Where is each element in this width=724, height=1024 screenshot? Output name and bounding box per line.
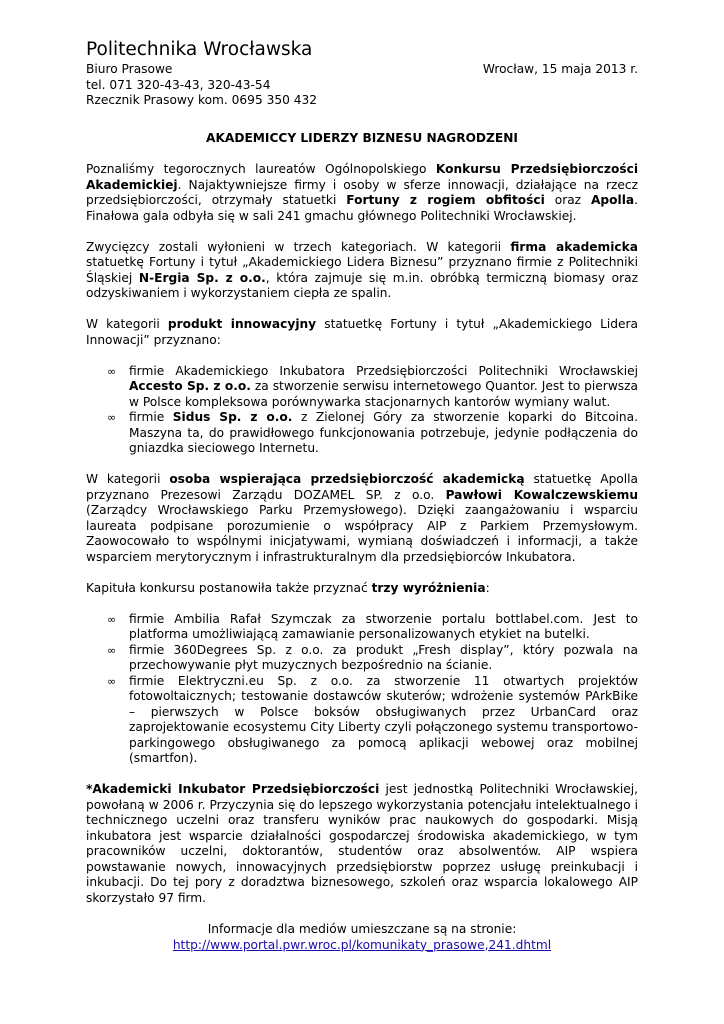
paragraph-winners — [86, 240, 638, 302]
text: oraz — [544, 193, 591, 207]
text: (Zarządcy Wrocławskiego Parku Przemysłowego). Dzięki zaangażowaniu i wsparciu laureata podpisane porozumienie o współpracy AIP z Parkiem Przemysłowym. Zaowocowało to wspólnymi inicjatywami, wymianą doświadczeń i informacji, a także wsparciem merytorycznym i infrastrukturalnym dla przedsiębiorców Inkubatora. — [86, 503, 638, 564]
press-release-link[interactable]: http://www.portal.pwr.wroc.pl/komunikaty_prasowe,241.dhtml — [172, 937, 552, 952]
office-name: Biuro Prasowe — [86, 62, 173, 76]
text: Kapituła konkursu postanowiła także przyznać — [86, 580, 372, 595]
infinity-bullet-icon: ∞ — [107, 612, 117, 626]
header-row — [86, 62, 638, 78]
text: statuetkę Fortuny i tytuł „Akademickiego Lidera Biznesu” przyznano firmie z Politechniki Śląskiej — [86, 255, 638, 285]
infinity-bullet-icon: ∞ — [107, 411, 117, 424]
text: W kategorii — [86, 317, 168, 331]
infinity-bullet-icon: ∞ — [107, 364, 117, 378]
distinctions-list — [86, 612, 638, 767]
place-date: Wrocław, 15 maja 2013 r. — [482, 62, 638, 76]
text: firmie Akademickiego Inkubatora Przedsiębiorczości Politechniki Wrocławskiej — [129, 363, 638, 378]
org-name: Politechnika Wrocławska — [86, 39, 313, 60]
bold-text: Accesto Sp. z o.o. — [129, 379, 251, 393]
paragraph-person-category — [86, 472, 638, 565]
text: firmie Elektryczni.eu Sp. z o.o. za stworzenie 11 otwartych projektów fotowoltaicznych; testowanie dostawców skuterów; wdrożenie systemów PArkBike – pierwszych w Polsce boksów obsługiwanych przez UrbanCard oraz zaprojektowanie ecosystemu City Liberty czyli połączonego systemu transportowo-parkingowego obsługiwanego za pomocą aplikacji webowej oraz mobilnej (smartfon). — [129, 673, 638, 765]
paragraph-incubator-info — [86, 782, 638, 906]
bold-text: osoba wspierająca przedsiębiorczość akademicką — [169, 472, 525, 486]
bold-text: Fortuny z rogiem obfitości — [346, 193, 545, 207]
text: W kategorii — [86, 472, 170, 486]
list-item — [86, 612, 638, 643]
bold-text: *Akademicki Inkubator Przedsiębiorczości — [86, 782, 380, 796]
text: firmie 360Degrees Sp. z o.o. za produkt „Fresh display”, który pozwala na przechowywanie płyt muzycznych bezpośrednio na ścianie. — [129, 642, 638, 672]
text: statuetkę Apolla przyznano Prezesowi Zarządu DOZAMEL SP. z o.o. — [86, 472, 638, 502]
infinity-bullet-icon: ∞ — [107, 643, 117, 657]
text: Zwycięzcy zostali wyłonieni w trzech kategoriach. W kategorii — [86, 239, 511, 254]
bold-text: Konkursu Przedsiębiorczości Akademickiej — [86, 162, 638, 192]
footer-note: Informacje dla mediów umieszczane są na stronie: — [207, 922, 517, 936]
text: . Najaktywniejsze firmy i osoby w sferze innowacji, działające na rzecz przedsiębiorczości, otrzymały statuetki — [86, 177, 638, 207]
text: z Zielonej Góry za stworzenie koparki do Bitcoina. Maszyna ta, do prawidłowego funkcjonowania potrzebuje, jedynie podłączenia do gniazdka sieciowego Internetu. — [129, 410, 638, 455]
phone-line: tel. 071 320-43-43, 320-43-54 — [86, 77, 271, 92]
spokesperson-line: Rzecznik Prasowy kom. 0695 350 432 — [86, 93, 317, 107]
paragraph-distinctions — [86, 581, 638, 597]
text: statuetkę Fortuny i tytuł „Akademickiego Lidera Innowacji” przyznano: — [86, 317, 638, 347]
bold-text: trzy wyróżnienia — [371, 580, 486, 595]
paragraph-product-category — [86, 317, 638, 348]
paragraph-intro — [86, 162, 638, 224]
headline: AKADEMICCY LIDERZY BIZNESU NAGRODZENI — [206, 130, 518, 145]
bold-text: Apolla — [591, 193, 635, 207]
list-item — [86, 643, 638, 674]
text: . Finałowa gala odbyła się w sali 241 gmachu głównego Politechniki Wrocławskiej. — [86, 193, 638, 223]
list-item — [86, 410, 638, 457]
text: , która zajmuje się m.in. obróbką termiczną biomasy oraz odzyskiwaniem i wykorzystaniem ciepła ze spalin. — [86, 270, 638, 300]
bold-text: produkt innowacyjny — [167, 317, 317, 331]
list-item — [86, 674, 638, 767]
infinity-bullet-icon: ∞ — [107, 674, 117, 688]
text: firmie Ambilia Rafał Szymczak za stworzenie portalu bottlabel.com. Jest to platforma umożliwiającą zamawianie personalizowanych etykiet na butelki. — [129, 611, 638, 641]
bold-text: firma akademicka — [510, 239, 638, 254]
bold-text: N-Ergia Sp. z o.o. — [138, 270, 266, 285]
text: Poznaliśmy tegorocznych laureatów Ogólnopolskiego — [86, 162, 436, 176]
text: za stworzenie serwisu internetowego Quantor. Jest to pierwsza w Polsce kompleksowa porównywarka stacjonarnych kantorów wymiany walut. — [129, 379, 638, 409]
text: : — [485, 580, 490, 595]
press-release-page — [86, 38, 638, 953]
bold-text: Sidus Sp. z o.o. — [172, 410, 293, 424]
text: jest jednostką Politechniki Wrocławskiej, powołaną w 2006 r. Przyczynia się do lepszego wykorzystania potencjału intelektualnego i technicznego uczelni oraz transferu wyników prac naukowych do gospodarki. Misją inkubatora jest wsparcie działalności gospodarczej środowiska akademickiego, w tym pracowników uczelni, doktorantów, studentów oraz absolwentów. AIP wspiera powstawanie nowych, innowacyjnych przedsiębiorstw poprzez usługę preinkubacji i inkubacji. Do tej pory z doradztwa biznesowego, szkoleń oraz wsparcia lokalowego AIP skorzystało 97 firm. — [86, 782, 638, 905]
product-winners-list — [86, 364, 638, 457]
list-item — [86, 364, 638, 411]
bold-text: Pawłowi Kowalczewskiemu — [445, 487, 638, 502]
footer — [86, 922, 638, 953]
text: firmie — [129, 410, 173, 424]
